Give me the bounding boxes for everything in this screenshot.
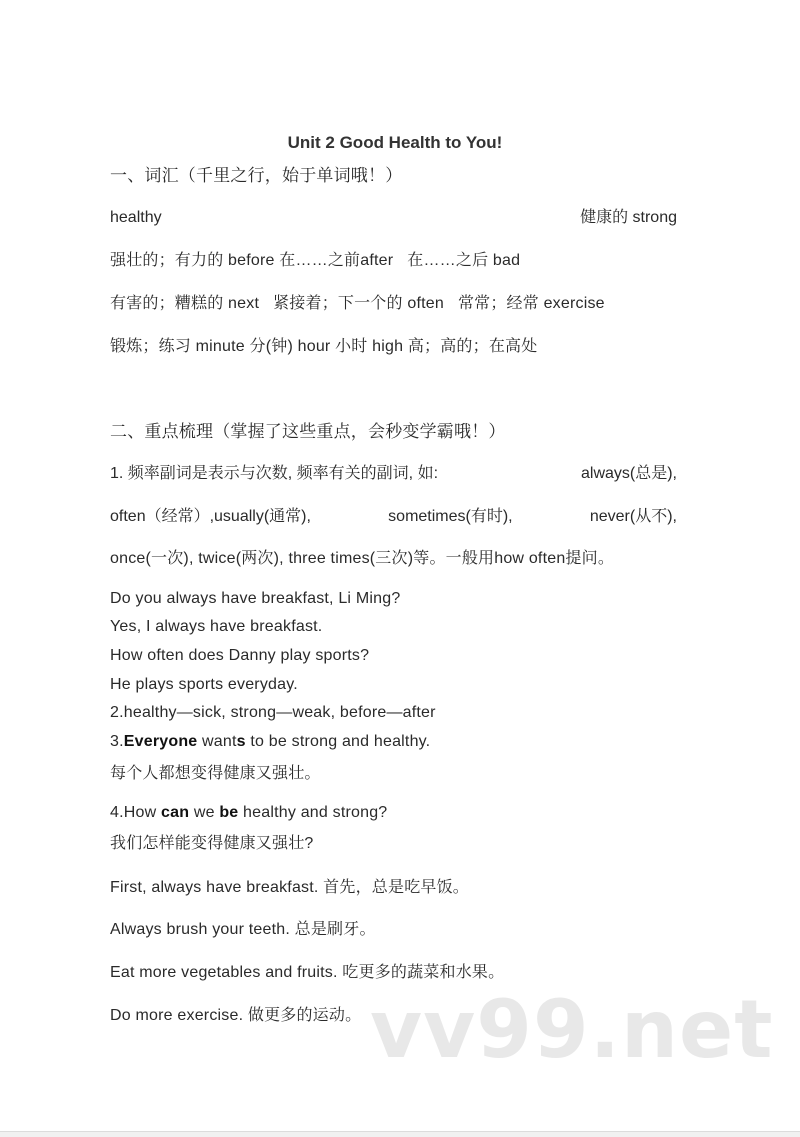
vocab-line-3-a: 有害的；糟糕的 next <box>110 295 260 312</box>
point4-text: 4.How <box>110 804 161 821</box>
example-line: Do you always have breakfast, Li Ming? <box>110 590 401 607</box>
tip-line: Always brush your teeth. 总是刷牙。 <box>110 921 376 938</box>
point1-line-2 <box>110 507 677 527</box>
vocab-line-3 <box>110 294 605 314</box>
vocab-line-1-right: 健康的 strong <box>580 209 677 226</box>
section2-heading: 二、重点梳理（掌握了这些重点，会秒变学霸哦！） <box>110 422 506 441</box>
point4-bold-be: be <box>219 804 239 821</box>
point2-line: 2.healthy—sick, strong—weak, before—after <box>110 704 436 721</box>
example-line: He plays sports everyday. <box>110 676 298 693</box>
point3-chinese: 每个人都想变得健康又强壮。 <box>110 765 321 782</box>
vocab-line-2-a: 强壮的；有力的 before 在……之前after <box>110 252 394 269</box>
point1-item-never: never(从不), <box>589 508 677 525</box>
point3-number: 3. <box>110 733 124 750</box>
point1-item-often: often（经常）,usually(通常), <box>110 508 311 525</box>
vocab-line-2 <box>110 251 520 271</box>
vocab-line-1-left: healthy <box>110 209 162 226</box>
tip-line: First, always have breakfast. 首先，总是吃早饭。 <box>110 879 469 896</box>
point4-chinese: 我们怎样能变得健康又强壮? <box>110 835 314 852</box>
section1-heading: 一、词汇（千里之行，始于单词哦！） <box>110 166 403 185</box>
page-title: Unit 2 Good Health to You! <box>287 133 503 152</box>
point3-line <box>110 732 430 752</box>
point1-item-sometimes: sometimes(有时), <box>388 508 513 525</box>
vocab-line-4: 锻炼；练习 minute 分(钟) hour 小时 high 高；高的；在高处 <box>110 338 538 355</box>
point4-text-end: healthy and strong? <box>238 804 388 821</box>
vocab-line-1 <box>110 208 677 228</box>
watermark: vv99.net <box>370 983 774 1076</box>
point1-line-1-right: always(总是), <box>580 465 677 482</box>
vocab-line-2-b: 在……之后 bad <box>407 252 521 269</box>
point4-line <box>110 803 387 823</box>
vocab-line-3-b: 紧接着；下一个的 often <box>273 295 444 312</box>
point4-bold-can: can <box>161 804 190 821</box>
point1-line-1-left: 1. 频率副词是表示与次数, 频率有关的副词, 如: <box>110 465 439 482</box>
point1-line-1 <box>110 464 677 484</box>
vocab-line-3-c: 常常；经常 exercise <box>457 295 605 312</box>
point3-text-end: to be strong and healthy. <box>245 733 431 750</box>
point1-line-3: once(一次), twice(两次), three times(三次)等。一般用how often提问。 <box>110 550 615 567</box>
example-line: How often does Danny play sports? <box>110 647 370 664</box>
tip-line: Do more exercise. 做更多的运动。 <box>110 1007 362 1024</box>
point3-bold-everyone: Everyone <box>123 733 198 750</box>
example-line: Yes, I always have breakfast. <box>110 618 323 635</box>
point4-text-mid: we <box>189 804 220 821</box>
point3-bold-s: s <box>236 733 246 750</box>
point3-text: want <box>197 733 237 750</box>
tip-line: Eat more vegetables and fruits. 吃更多的蔬菜和水果。 <box>110 964 505 981</box>
